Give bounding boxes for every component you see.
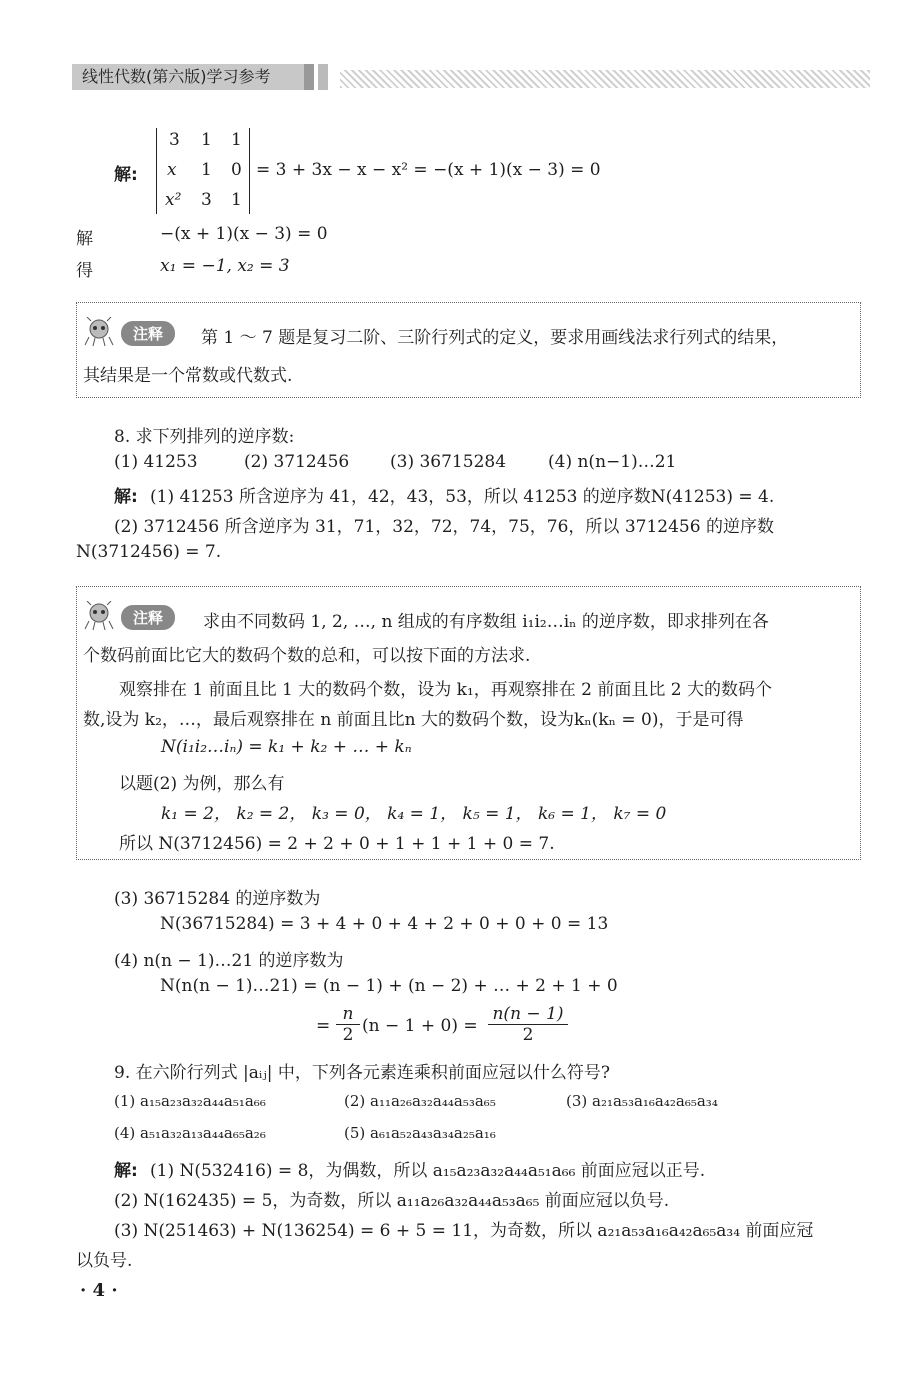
q8-item: (1) 41253	[114, 452, 198, 472]
note-line: 第 1 ～ 7 题是复习二阶、三阶行列式的定义，要求用画线法求行列式的结果，	[201, 328, 789, 348]
note-box-1	[76, 302, 861, 398]
det-cell: 3	[169, 130, 180, 150]
note-line: 以题(2) 为例，那么有	[119, 774, 285, 794]
q8-item: (4) n(n−1)…21	[548, 452, 677, 472]
q8-solution-line: N(3712456) = 7.	[76, 542, 222, 562]
det-cell: 3	[201, 190, 212, 210]
note-line: 求由不同数码 1, 2, …, n 组成的有序数组 i₁i₂…iₙ 的逆序数，即求排列在各	[203, 612, 769, 632]
det-cell: 1	[201, 130, 212, 150]
q8-solution-line: (3) 36715284 的逆序数为	[114, 889, 321, 909]
det-cell: x²	[165, 190, 182, 210]
q8-solution-line: (1) 41253 所含逆序为 41，42，43，53，所以 41253 的逆序数N(41253) = 4.	[150, 487, 775, 507]
result-label: 得	[76, 261, 93, 281]
question-8-title: 8. 求下列排列的逆序数:	[114, 427, 295, 447]
solution-label: 解:	[114, 487, 138, 507]
fraction	[488, 1004, 568, 1045]
header-hatch	[340, 70, 870, 88]
fraction-numerator: n(n − 1)	[488, 1004, 568, 1025]
det-cell: 0	[231, 160, 242, 180]
header-bar-1	[304, 64, 314, 90]
det-cell: 1	[201, 160, 212, 180]
det-cell: 1	[231, 190, 242, 210]
solve-equation: −(x + 1)(x − 3) = 0	[160, 224, 328, 244]
note-line: 个数码前面比它大的数码个数的总和，可以按下面的方法求.	[83, 646, 531, 666]
header-bar-2	[318, 64, 328, 90]
q9-item: (2) a₁₁a₂₆a₃₂a₄₄a₅₃a₆₅	[344, 1092, 496, 1110]
solve-label: 解	[76, 229, 93, 249]
q8-formula: N(36715284) = 3 + 4 + 0 + 4 + 2 + 0 + 0 + 0 = 13	[160, 914, 609, 934]
det-cell: x	[167, 160, 177, 180]
q9-solution-line: (1) N(532416) = 8，为偶数，所以 a₁₅a₂₃a₃₂a₄₄a₅₁a₆₆ 前面应冠以正号.	[150, 1161, 706, 1181]
q8-solution-line: (4) n(n − 1)…21 的逆序数为	[114, 951, 344, 971]
q8-item: (3) 36715284	[390, 452, 507, 472]
det-cell: 1	[231, 130, 242, 150]
fraction-denominator: 2	[342, 1025, 354, 1045]
q9-item: (1) a₁₅a₂₃a₃₂a₄₄a₅₁a₆₆	[114, 1092, 266, 1110]
q8-formula-mid: (n − 1 + 0) =	[362, 1016, 478, 1036]
solution-label: 解:	[114, 1161, 138, 1181]
fraction	[336, 1004, 360, 1045]
q9-item: (4) a₅₁a₃₂a₁₃a₄₄a₆₅a₂₆	[114, 1124, 266, 1142]
page-number: · 4 ·	[80, 1280, 118, 1301]
note-box-2	[76, 586, 861, 860]
note-line: 其结果是一个常数或代数式.	[83, 366, 293, 386]
q9-solution-line: (3) N(251463) + N(136254) = 6 + 5 = 11，为奇数，所以 a₂₁a₅₃a₁₆a₄₂a₆₅a₃₄ 前面应冠	[114, 1221, 814, 1241]
note-tag: 注释	[121, 321, 175, 346]
fraction-numerator: n	[336, 1004, 360, 1025]
note-line: 数,设为 k₂，…，最后观察排在 n 前面且比n 大的数码个数，设为kₙ(kₙ = 0)，于是可得	[83, 710, 744, 730]
det-result: = 3 + 3x − x − x² = −(x + 1)(x − 3) = 0	[256, 160, 601, 180]
determinant	[156, 128, 250, 214]
solution-label: 解:	[114, 165, 138, 185]
q9-item: (5) a₆₁a₅₂a₄₃a₃₄a₂₅a₁₆	[344, 1124, 496, 1142]
q9-solution-line: (2) N(162435) = 5，为奇数，所以 a₁₁a₂₆a₃₂a₄₄a₅₃a₆₅ 前面应冠以负号.	[114, 1191, 670, 1211]
note-formula: k₁ = 2， k₂ = 2， k₃ = 0， k₄ = 1， k₅ = 1， k₆ = 1， k₇ = 0	[161, 804, 667, 824]
q8-formula: N(n(n − 1)…21) = (n − 1) + (n − 2) + … + 2 + 1 + 0	[160, 976, 618, 996]
q8-formula-eq: =	[316, 1016, 331, 1036]
result-equation: x₁ = −1, x₂ = 3	[160, 256, 290, 276]
note-tag: 注释	[121, 605, 175, 630]
running-header: 线性代数(第六版)学习参考	[72, 64, 312, 90]
question-9-title: 9. 在六阶行列式 |aᵢⱼ| 中，下列各元素连乘积前面应冠以什么符号?	[114, 1063, 611, 1083]
note-formula: N(i₁i₂…iₙ) = k₁ + k₂ + … + kₙ	[161, 737, 412, 757]
mascot-icon	[81, 601, 117, 631]
q8-solution-line: (2) 3712456 所含逆序为 31，71，32，72，74，75，76，所以 3712456 的逆序数	[114, 517, 774, 537]
note-line: 所以 N(3712456) = 2 + 2 + 0 + 1 + 1 + 1 + 0 = 7.	[119, 834, 555, 854]
mascot-icon	[81, 317, 117, 347]
fraction-denominator: 2	[522, 1025, 534, 1045]
q9-solution-line: 以负号.	[76, 1251, 133, 1271]
q9-item: (3) a₂₁a₅₃a₁₆a₄₂a₆₅a₃₄	[566, 1092, 718, 1110]
q8-item: (2) 3712456	[244, 452, 350, 472]
note-line: 观察排在 1 前面且比 1 大的数码个数，设为 k₁，再观察排在 2 前面且比 2 大的数码个	[119, 680, 773, 700]
